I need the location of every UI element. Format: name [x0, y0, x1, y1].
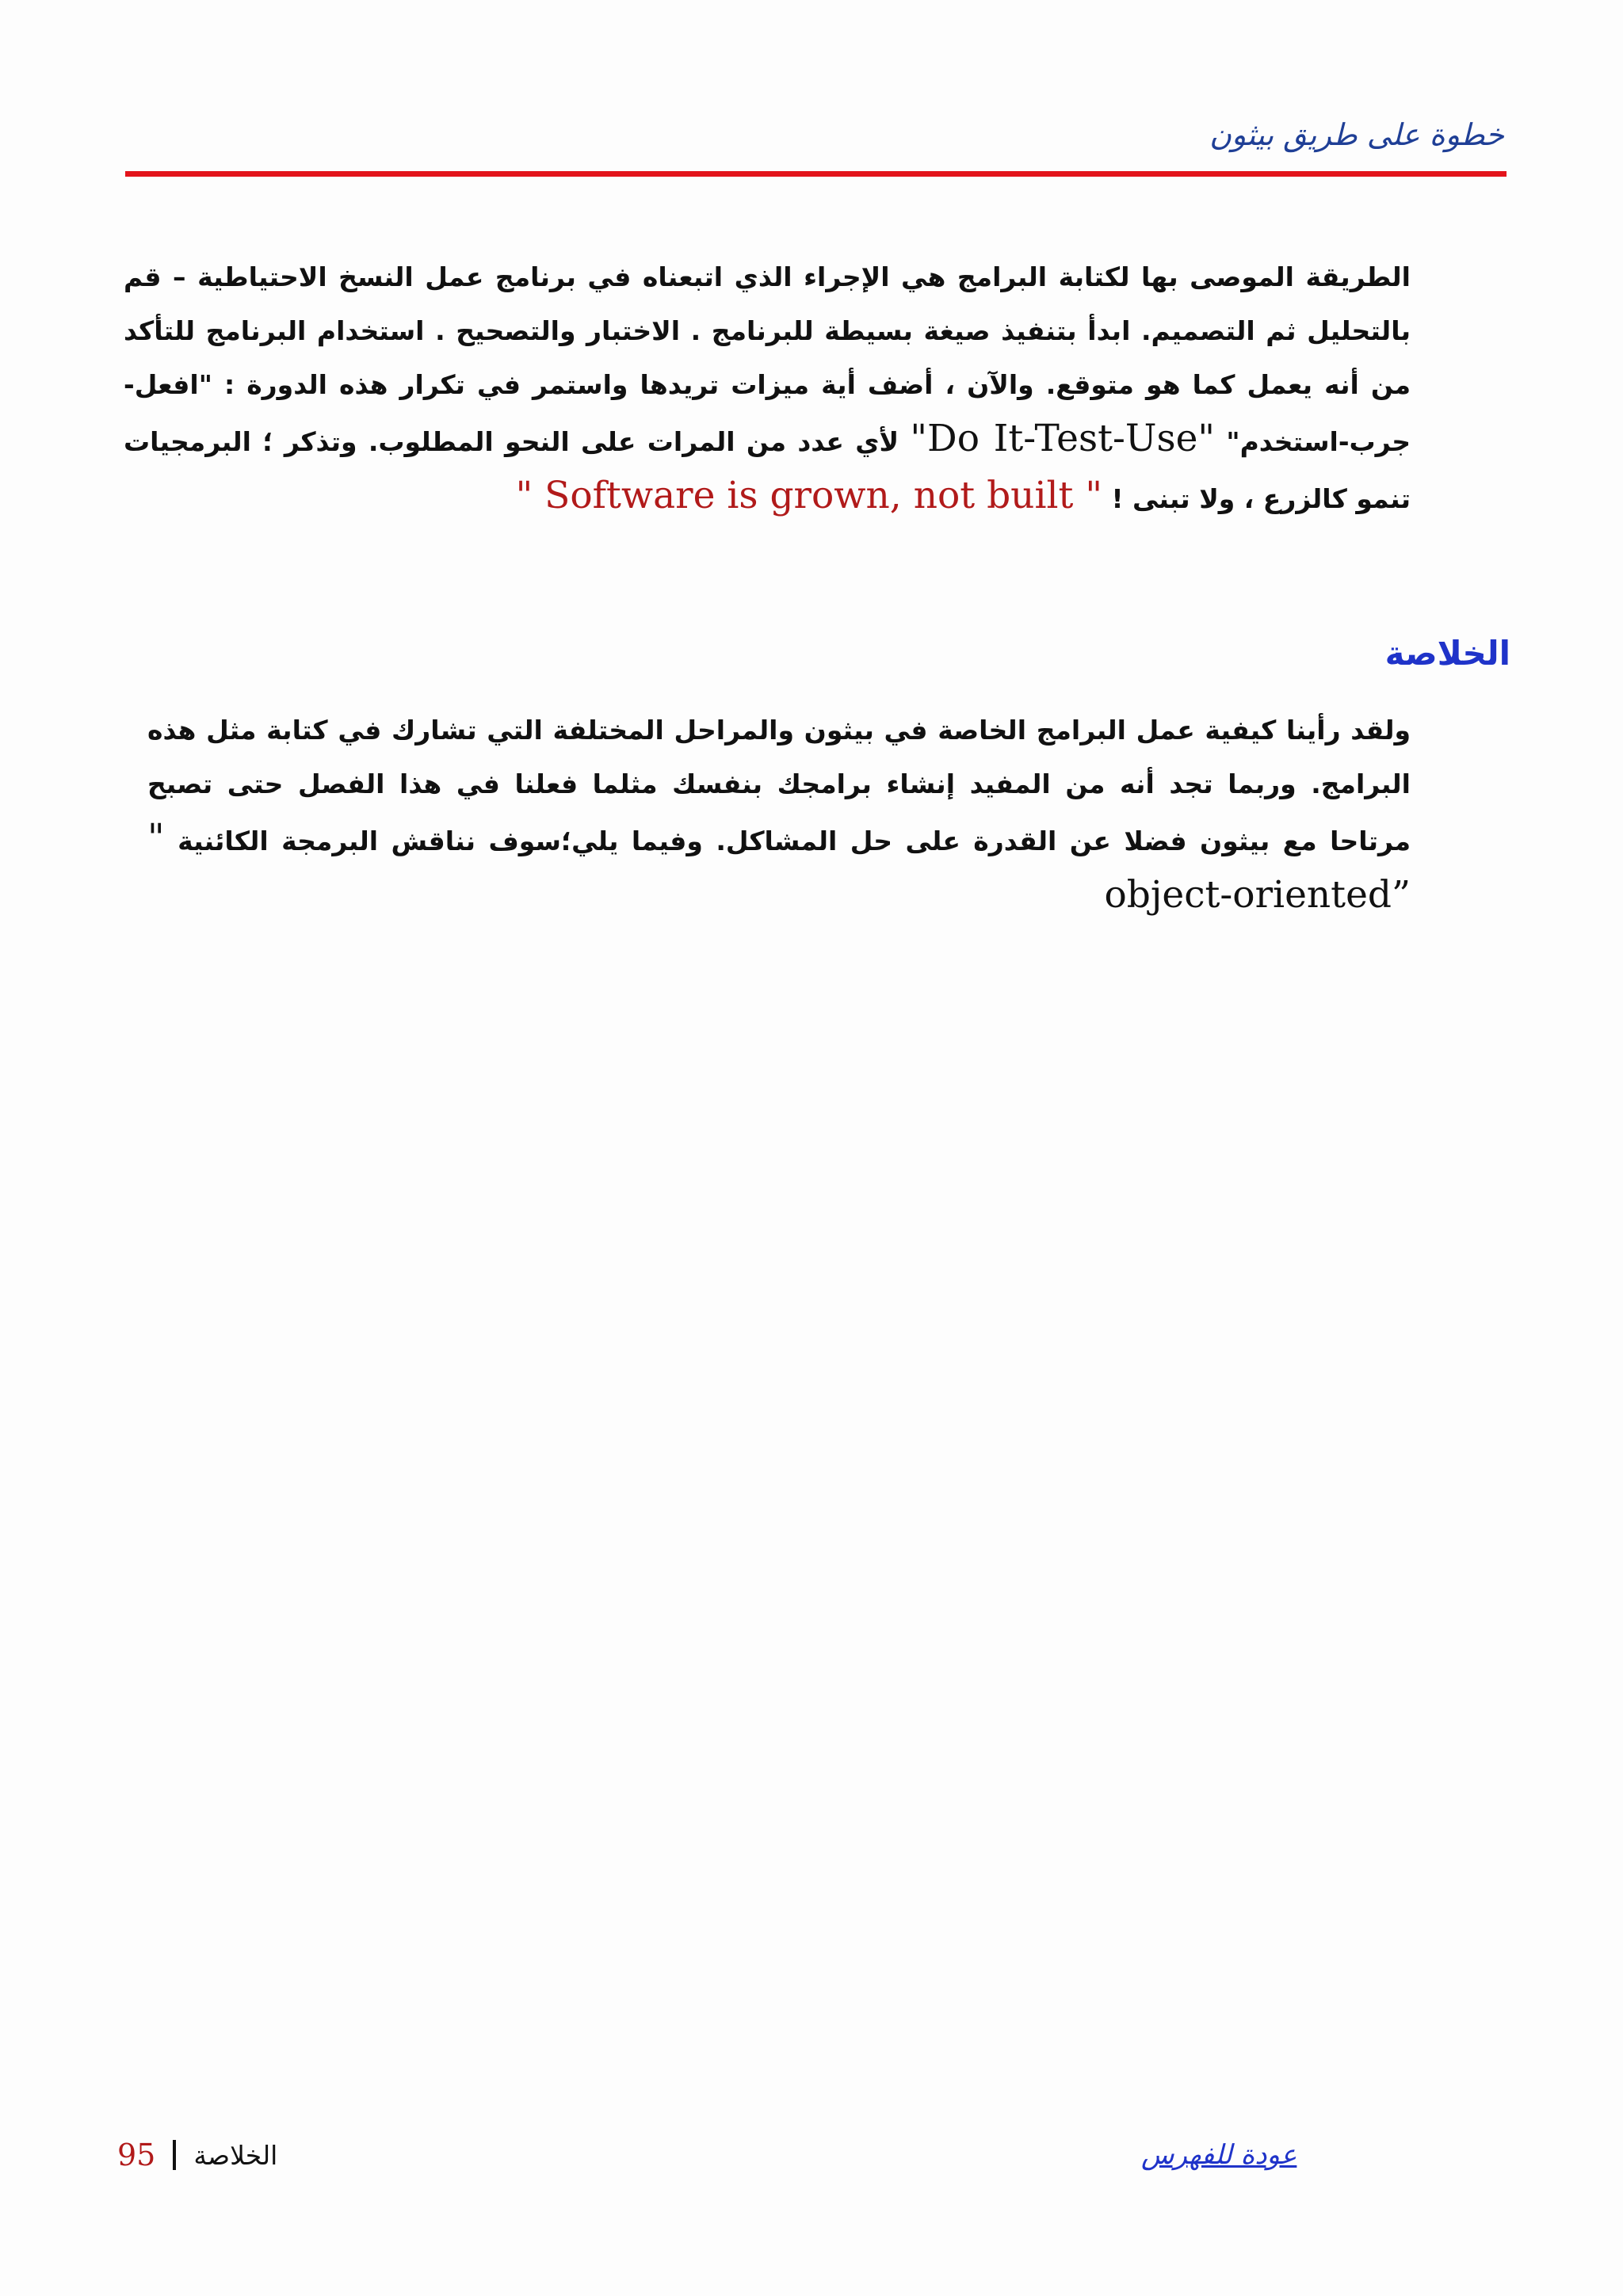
page-number: 95 — [117, 2138, 156, 2172]
footer-section-name: الخلاصة — [193, 2139, 278, 2171]
header-divider — [125, 171, 1507, 177]
page-footer — [117, 2135, 277, 2175]
back-to-index-link[interactable]: عودة للفهرس — [1141, 2139, 1297, 2171]
paragraph-development-cycle — [124, 250, 1411, 526]
paragraph-summary — [147, 704, 1411, 925]
term-object-oriented: " object-oriented” — [147, 816, 1411, 917]
latin-phrase-do-it-test-use: "Do It-Test-Use" — [910, 417, 1216, 460]
footer-separator — [173, 2140, 176, 2170]
running-header-title: خطوة على طريق بيثون — [1209, 117, 1504, 152]
paragraph-text-part2: لأي عدد من المرات على النحو المطلوب. وتذكر ؛ البرمجيات تنمو كالزرع ، ولا تبنى ! — [124, 426, 1411, 514]
quote-software-grown: " Software is grown, not built " — [515, 474, 1102, 517]
section-heading-summary: الخلاصة — [1384, 634, 1510, 673]
summary-text: ولقد رأينا كيفية عمل البرامج الخاصة في بيثون والمراحل المختلفة التي تشارك في كتابة مثل هذه البرامج. وربما تجد أنه من المفيد إنشاء برامجك بنفسك مثلما فعلنا في هذا الفصل حتى تصبح مرتاحا مع بيثون فضلا عن القدرة على حل المشاكل. وفيما يلي؛سوف نناقش البرمجة الكائنية — [147, 715, 1411, 856]
paragraph-text-part1: الطريقة الموصى بها لكتابة البرامج هي الإجراء الذي اتبعناه في برنامج عمل النسخ الاحتياطية – قم بالتحليل ثم التصميم. ابدأ بتنفيذ صيغة بسيطة للبرنامج . الاختبار والتصحيح . استخدام البرنامج للتأكد من أنه يعمل كما هو متوقع. والآن ، أضف أية ميزات تريدها واستمر في تكرار هذه الدورة : "افعل-جرب-استخدم" — [124, 261, 1411, 457]
